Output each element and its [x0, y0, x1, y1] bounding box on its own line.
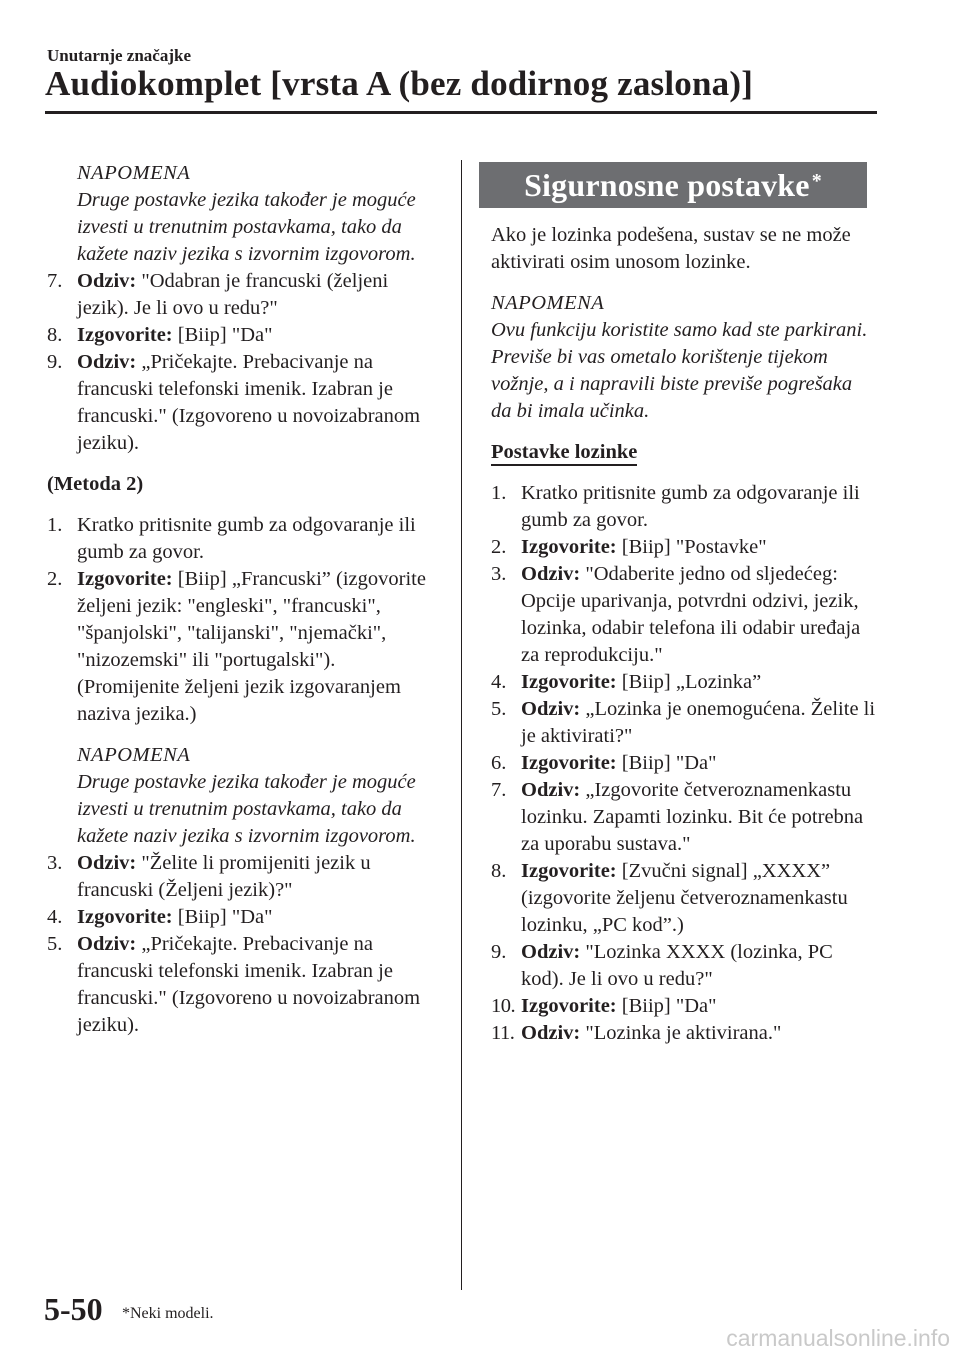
step-label: Izgovorite: [77, 568, 173, 590]
step-number: 1. [491, 482, 507, 504]
footnote: *Neki modeli. [122, 1305, 214, 1322]
step-text: [Biip] "Da" [621, 752, 717, 774]
page-number: 5-50 [44, 1291, 103, 1327]
page-title: Audiokomplet [vrsta A (bez dodirnog zaslona)] [45, 64, 754, 103]
method-heading: (Metoda 2) [47, 473, 144, 495]
step-number: 7. [47, 270, 63, 292]
step-number: 9. [491, 941, 507, 963]
column-divider [461, 160, 462, 1290]
subsection-heading: Postavke lozinke [491, 440, 637, 466]
step-text: "Lozinka je aktivirana." [585, 1022, 782, 1044]
list-item [491, 1020, 876, 1047]
step-text: [Biip] „Lozinka” [621, 671, 762, 693]
step-label: Izgovorite: [77, 324, 173, 346]
steps-list-a [47, 268, 432, 457]
list-item [491, 750, 876, 777]
step-text: [Zvučni signal] „XXXX” (izgovorite željenu četveroznamenkastu lozinku, „PC kod”.) [521, 860, 848, 936]
steps-list-c [47, 850, 432, 1039]
step-label: Izgovorite: [77, 906, 173, 928]
section-label: Unutarnje značajke [47, 46, 192, 65]
step-number: 4. [47, 906, 63, 928]
step-number: 5. [47, 933, 63, 955]
step-text: Kratko pritisnite gumb za odgovaranje ili gumb za govor. [77, 514, 416, 563]
note-heading: NAPOMENA [77, 744, 191, 766]
step-number: 11. [491, 1022, 515, 1044]
list-item [47, 322, 432, 349]
step-label: Odziv: [77, 933, 137, 955]
step-text: „Pričekajte. Prebacivanje na francuski telefonski imenik. Izabran je francuski." (Izgovoreno u novoizabranom jeziku). [77, 351, 421, 454]
banner-title: Sigurnosne postavke [524, 166, 810, 203]
step-number: 9. [47, 351, 63, 373]
step-text: [Biip] "Da" [177, 906, 273, 928]
list-item [491, 669, 876, 696]
step-number: 3. [47, 852, 63, 874]
step-text: "Odaberite jedno od sljedećeg: Opcije uparivanja, potvrdni odzivi, jezik, lozinka, odabir telefona ili odabir uređaja za reprodukciju." [521, 563, 861, 666]
step-text: [Biip] "Postavke" [621, 536, 767, 558]
list-item [47, 349, 432, 457]
step-text: Kratko pritisnite gumb za odgovaranje ili gumb za govor. [521, 482, 860, 531]
step-number: 2. [491, 536, 507, 558]
list-item [47, 512, 432, 566]
step-text: "Lozinka XXXX (lozinka, PC kod). Je li ovo u redu?" [521, 941, 833, 990]
step-label: Odziv: [521, 698, 581, 720]
step-number: 5. [491, 698, 507, 720]
step-text: [Biip] "Da" [621, 995, 717, 1017]
left-column [47, 160, 432, 1039]
step-number: 2. [47, 568, 63, 590]
step-number: 4. [491, 671, 507, 693]
list-item [491, 696, 876, 750]
step-label: Odziv: [521, 779, 581, 801]
note-heading: NAPOMENA [77, 162, 191, 184]
list-item [491, 561, 876, 669]
step-number: 7. [491, 779, 507, 801]
header-rule [45, 111, 877, 114]
list-item [491, 777, 876, 858]
list-item [47, 268, 432, 322]
list-item [47, 566, 432, 728]
step-text: „Pričekajte. Prebacivanje na francuski telefonski imenik. Izabran je francuski." (Izgovoreno u novoizabranom jeziku). [77, 933, 421, 1036]
list-item [491, 858, 876, 939]
step-label: Odziv: [77, 351, 137, 373]
step-number: 8. [491, 860, 507, 882]
list-item [47, 904, 432, 931]
step-label: Izgovorite: [521, 671, 617, 693]
list-item [47, 850, 432, 904]
footnote-mark: * [811, 169, 822, 192]
step-label: Odziv: [77, 852, 137, 874]
list-item [491, 993, 876, 1020]
note-text: Druge postavke jezika također je moguće izvesti u trenutnim postavkama, tako da kažete naziv jezika s izvornim izgovorom. [77, 771, 416, 847]
note-text: Ovu funkciju koristite samo kad ste parkirani. Previše bi vas ometalo korištenje tijekom vožnje, a i napravili biste previše pogrešaka da bi imala učinka. [491, 319, 868, 422]
step-number: 8. [47, 324, 63, 346]
step-text: [Biip] „Francuski” (izgovorite željeni jezik: "engleski", "francuski", "španjolski", "talijanski", "njemački", "nizozemski" ili "portugalski"). (Promijenite željeni jezik izgovaranjem naziva jezika.) [77, 568, 426, 725]
note-block [47, 160, 432, 268]
note-block [491, 290, 876, 425]
step-label: Izgovorite: [521, 860, 617, 882]
step-label: Odziv: [77, 270, 137, 292]
note-block [47, 742, 432, 850]
step-label: Odziv: [521, 1022, 581, 1044]
password-steps-list [491, 480, 876, 1047]
step-label: Izgovorite: [521, 536, 617, 558]
list-item [491, 939, 876, 993]
step-number: 10. [491, 995, 516, 1017]
step-text: "Želite li promijeniti jezik u francuski (Željeni jezik)?" [77, 852, 371, 901]
step-label: Izgovorite: [521, 752, 617, 774]
step-text: "Odabran je francuski (željeni jezik). Je li ovo u redu?" [77, 270, 389, 319]
step-label: Odziv: [521, 563, 581, 585]
step-number: 6. [491, 752, 507, 774]
list-item [491, 534, 876, 561]
right-column [491, 162, 876, 1047]
step-text: „Lozinka je onemogućena. Želite li je aktivirati?" [521, 698, 876, 747]
step-label: Izgovorite: [521, 995, 617, 1017]
note-text: Druge postavke jezika također je moguće izvesti u trenutnim postavkama, tako da kažete naziv jezika s izvornim izgovorom. [77, 189, 416, 265]
steps-list-b [47, 512, 432, 728]
list-item [491, 480, 876, 534]
note-heading: NAPOMENA [491, 292, 605, 314]
step-label: Odziv: [521, 941, 581, 963]
watermark: carmanualsonline.info [726, 1325, 950, 1351]
intro-paragraph: Ako je lozinka podešena, sustav se ne može aktivirati osim unosom lozinke. [491, 224, 851, 273]
step-text: „Izgovorite četveroznamenkastu lozinku. Zapamti lozinku. Bit će potrebna za uporabu sustava." [521, 779, 864, 855]
step-text: [Biip] "Da" [177, 324, 273, 346]
section-banner [479, 162, 867, 208]
list-item [47, 931, 432, 1039]
step-number: 1. [47, 514, 63, 536]
step-number: 3. [491, 563, 507, 585]
